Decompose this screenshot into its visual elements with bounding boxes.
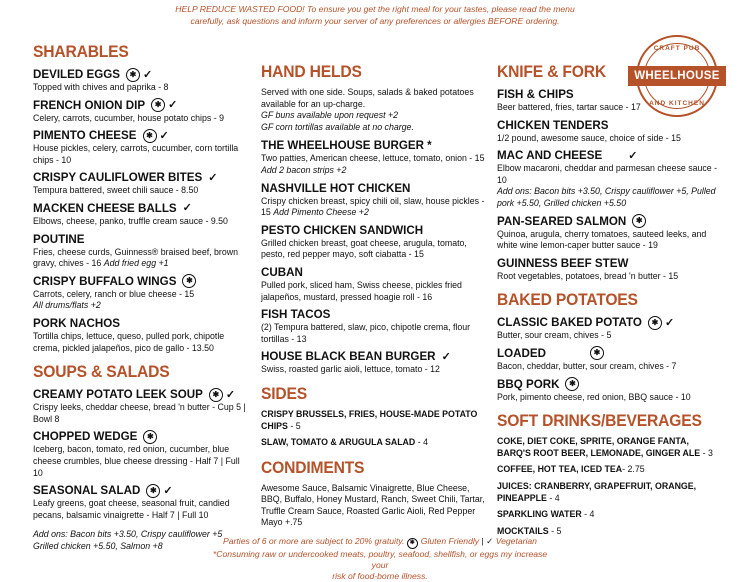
section-title-baked-potatoes: BAKED POTATOES bbox=[497, 290, 638, 310]
gluten-friendly-icon: ✱ bbox=[143, 129, 157, 143]
gluten-friendly-icon: ✱ bbox=[632, 214, 646, 228]
menu-item: POUTINE Fries, cheese curds, Guinness® braised beef, brown gravy, chives - 16 Add fried egg +1 bbox=[33, 232, 239, 269]
menu-item: NASHVILLE HOT CHICKEN Crispy chicken breast, spicy chili oil, slaw, house pickles - 15 Add Pimento Cheese +2 bbox=[261, 181, 485, 218]
salad-addons: Add ons: Bacon bits +3.50, Crispy cauliflower +5 bbox=[33, 529, 223, 540]
vegetarian-icon: ✓ bbox=[225, 388, 236, 401]
gluten-friendly-icon: ✱ bbox=[151, 98, 165, 112]
menu-item: PESTO CHICKEN SANDWICH Grilled chicken breast, goat cheese, arugula, tomato, pesto, red pepper mayo, soft ciabatta - 15 bbox=[261, 223, 467, 260]
vegetarian-icon: ✓ bbox=[208, 171, 218, 184]
vegetarian-icon: ✓ bbox=[664, 316, 675, 329]
logo-top-text: CRAFT PUB bbox=[653, 45, 701, 52]
menu-item: CLASSIC BAKED POTATO ✱ ✓ Butter, sour cream, chives - 5 bbox=[497, 316, 675, 341]
section-title-condiments: CONDIMENTS bbox=[261, 457, 365, 477]
condiments-list: Awesome Sauce, Balsamic Vinaigrette, Blue Cheese, BBQ, Buffalo, Honey Mustard, Ranch, Sweet Chili, Tartar, Truffle Cream Sauce, Roasted Garlic Aioli, Red Pepper Mayo +.75 bbox=[261, 482, 485, 528]
menu-item: MACKEN CHEESE BALLS ✓ Elbows, cheese, panko, truffle cream sauce - 9.50 bbox=[33, 201, 228, 226]
vegetarian-icon: ✓ bbox=[168, 99, 178, 112]
side-item: CRISPY BRUSSELS, FRIES, HOUSE-MADE POTATO CHIPS - 5 bbox=[261, 408, 478, 431]
menu-item: CRISPY CAULIFLOWER BITES ✓ Tempura battered, sweet chili sauce - 8.50 bbox=[33, 171, 218, 196]
hand-helds-note-1: GF buns available upon request +2 bbox=[261, 110, 399, 121]
beverage-item: JUICES: CRANBERRY, GRAPEFRUIT, ORANGE, PINEAPPLE - 4 bbox=[497, 480, 697, 503]
vegetarian-icon: ✓ bbox=[441, 350, 451, 363]
column-middle bbox=[261, 62, 487, 529]
menu-item: SEASONAL SALAD ✱ ✓ Leafy greens, goat cheese, seasonal fruit, candied pecans, balsamic vinaigrette - Half 7 | Full 10 bbox=[33, 484, 230, 520]
side-item: SLAW, TOMATO & ARUGULA SALAD - 4 bbox=[261, 437, 428, 448]
beverage-item: COKE, DIET COKE, SPRITE, ORANGE FANTA, BARQ'S ROOT BEER, LEMONADE, GINGER ALE - 3 bbox=[497, 436, 713, 458]
waste-notice: HELP REDUCE WASTED FOOD! To ensure you get the right meal for your tastes, please read the menu carefully, ask questions and inform your server of any preferences or allergies BEFORE ordering. bbox=[175, 4, 575, 26]
menu-item: CHICKEN TENDERS 1/2 pound, awesome sauce, choice of side - 15 bbox=[497, 118, 681, 143]
beverage-item: COFFEE, HOT TEA, ICED TEA- 2.75 bbox=[497, 464, 645, 475]
menu-item: CRISPY BUFFALO WINGS ✱ Carrots, celery, ranch or blue cheese - 15 All drums/flats +2 bbox=[33, 274, 251, 312]
menu-item: BBQ PORK ✱ Pork, pimento cheese, red onion, BBQ sauce - 10 bbox=[497, 377, 691, 402]
gluten-friendly-icon: ✱ bbox=[565, 377, 579, 391]
menu-item: FRENCH ONION DIP ✱ ✓ Celery, carrots, cucumber, house potato chips - 9 bbox=[33, 98, 225, 123]
beverage-item: MOCKTAILS - 5 bbox=[497, 525, 562, 536]
logo-bottom-text: AND KITCHEN bbox=[649, 100, 705, 107]
menu-item: CUBAN Pulled pork, sliced ham, Swiss cheese, pickles fried jalapeños, mustard, pressed hoagie roll - 16 bbox=[261, 265, 462, 302]
vegetarian-icon: ✓ bbox=[163, 484, 173, 497]
menu-item: HOUSE BLACK BEAN BURGER ✓ Swiss, roasted garlic aioli, lettuce, tomato - 12 bbox=[261, 350, 451, 375]
menu-item: PORK NACHOS Tortilla chips, lettuce, queso, pulled pork, chipotle crema, pickled jalapeños, pico de gallo - 13.50 bbox=[33, 316, 225, 353]
menu-item: PAN-SEARED SALMON ✱ Quinoa, arugula, cherry tomatoes, sauteed leeks, and white wine lemon-caper butter sauce - 19 bbox=[497, 214, 707, 251]
menu-item: THE WHEELHOUSE BURGER * Two patties, American cheese, lettuce, tomato, onion - 15 Add 2 bacon strips +2 bbox=[261, 139, 485, 175]
menu-item: GUINNESS BEEF STEW Root vegetables, potatoes, bread 'n butter - 15 bbox=[497, 256, 679, 281]
gluten-friendly-icon: ✱ bbox=[126, 68, 140, 82]
logo-name: WHEELHOUSE bbox=[628, 66, 726, 86]
section-title-soups-salads: SOUPS & SALADS bbox=[33, 362, 170, 382]
gluten-friendly-icon: ✱ bbox=[182, 274, 196, 288]
menu-item: PIMENTO CHEESE ✱ ✓ House pickles, celery, carrots, cucumber, corn tortilla chips - 10 bbox=[33, 129, 239, 165]
section-title-beverages: SOFT DRINKS/BEVERAGES bbox=[497, 411, 702, 431]
menu-item: CHOPPED WEDGE ✱ Iceberg, bacon, tomato, red onion, cucumber, blue cheese crumbles, blue cheese dressing - Half 7 | Full 10 bbox=[33, 430, 240, 478]
gluten-friendly-icon: ✱ bbox=[143, 430, 157, 444]
menu-item: FISH & CHIPS Beer battered, fries, tartar sauce - 17 bbox=[497, 88, 641, 112]
vegetarian-icon: ✓ bbox=[142, 68, 153, 81]
gluten-friendly-icon: ✱ bbox=[407, 538, 418, 549]
hand-helds-note-2: GF corn tortillas available at no charge. bbox=[261, 121, 414, 132]
section-title-knife-fork: KNIFE & FORK bbox=[497, 62, 607, 81]
gluten-friendly-icon: ✱ bbox=[648, 316, 662, 330]
footer-notes: Parties of 6 or more are subject to 20% gratuity. ✱ Gluten Friendly | ✓ Vegetarian *Consuming raw or undercooked meats, poultry, seafood, shellfish, or eggs my increase your risk of food-borne illness. bbox=[212, 536, 548, 581]
vegetarian-icon: ✓ bbox=[182, 202, 192, 215]
gluten-friendly-icon: ✱ bbox=[590, 346, 604, 360]
hand-helds-intro: Served with one side. Soups, salads & baked potatoes available for an up-charge. bbox=[261, 87, 474, 109]
menu-item: FISH TACOS (2) Tempura battered, slaw, pico, chipotle crema, flour tortillas - 13 bbox=[261, 308, 471, 344]
gluten-friendly-icon: ✱ bbox=[209, 388, 223, 402]
vegetarian-icon: ✓ bbox=[628, 149, 638, 162]
menu-item: DEVILED EGGS ✱ ✓ Topped with chives and paprika - 8 bbox=[33, 68, 169, 92]
menu-item: LOADED ✱ Bacon, cheddar, butter, sour cream, chives - 7 bbox=[497, 346, 677, 371]
column-right bbox=[497, 62, 722, 542]
column-left bbox=[33, 42, 251, 552]
beverage-item: SPARKLING WATER - 4 bbox=[497, 509, 595, 520]
section-title-sides: SIDES bbox=[261, 383, 308, 403]
menu-item: CREAMY POTATO LEEK SOUP ✱ ✓ Crispy leeks, cheddar cheese, bread 'n butter - Cup 5 | Bowl 8 bbox=[33, 388, 246, 424]
gluten-friendly-icon: ✱ bbox=[146, 484, 160, 498]
menu-item: MAC AND CHEESE ✓ Elbow macaroni, cheddar and parmesan cheese sauce - 10 Add ons: Bacon bits +3.50, Crispy cauliflower +5, Pulled pork +5.50, Grilled chicken +5.50 bbox=[497, 149, 718, 208]
vegetarian-icon: ✓ bbox=[486, 536, 494, 546]
section-title-hand-helds: HAND HELDS bbox=[261, 62, 362, 81]
vegetarian-icon: ✓ bbox=[159, 129, 169, 142]
salad-addons-2: Grilled chicken +5.50, Salmon +8 bbox=[33, 540, 163, 551]
section-title-sharables: SHARABLES bbox=[33, 42, 129, 61]
